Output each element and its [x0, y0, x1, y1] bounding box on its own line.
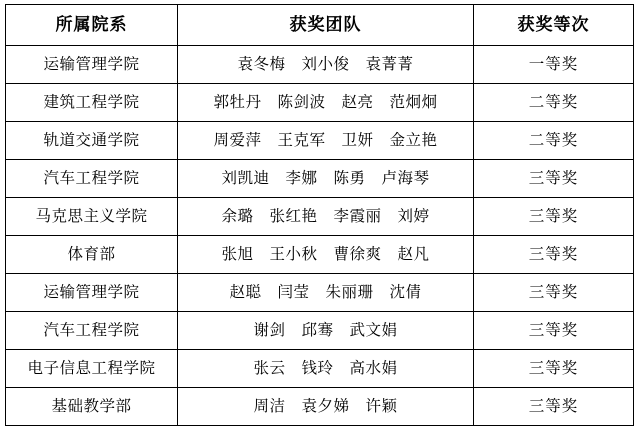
table-row: [6, 350, 634, 388]
cell-level: 三等奖: [474, 198, 634, 236]
table-body: [6, 46, 634, 426]
cell-level: 三等奖: [474, 388, 634, 426]
cell-department: 汽车工程学院: [6, 160, 178, 198]
cell-team: 余璐 张红艳 李霞丽 刘婷: [178, 198, 474, 236]
cell-team: 谢剑 邱骞 武文娟: [178, 312, 474, 350]
cell-department: 建筑工程学院: [6, 84, 178, 122]
table-row: [6, 198, 634, 236]
cell-team: 袁冬梅 刘小俊 袁菁菁: [178, 46, 474, 84]
column-header-level: 获奖等次: [474, 5, 634, 46]
cell-level: 三等奖: [474, 274, 634, 312]
cell-department: 汽车工程学院: [6, 312, 178, 350]
table-row: [6, 274, 634, 312]
cell-level: 三等奖: [474, 160, 634, 198]
cell-department: 轨道交通学院: [6, 122, 178, 160]
table-row: [6, 388, 634, 426]
cell-department: 运输管理学院: [6, 46, 178, 84]
table-row: [6, 122, 634, 160]
table-row: [6, 160, 634, 198]
cell-team: 张旭 王小秋 曹徐爽 赵凡: [178, 236, 474, 274]
cell-department: 运输管理学院: [6, 274, 178, 312]
award-table: [5, 4, 634, 426]
table-row: [6, 46, 634, 84]
cell-department: 基础教学部: [6, 388, 178, 426]
cell-department: 电子信息工程学院: [6, 350, 178, 388]
cell-level: 三等奖: [474, 312, 634, 350]
column-header-team: 获奖团队: [178, 5, 474, 46]
table-row: [6, 312, 634, 350]
cell-level: 一等奖: [474, 46, 634, 84]
cell-team: 周爱萍 王克军 卫妍 金立艳: [178, 122, 474, 160]
cell-team: 周洁 袁夕娣 许颖: [178, 388, 474, 426]
cell-level: 二等奖: [474, 122, 634, 160]
table-header-row: [6, 5, 634, 46]
cell-level: 二等奖: [474, 84, 634, 122]
cell-team: 刘凯迪 李娜 陈勇 卢海琴: [178, 160, 474, 198]
cell-department: 马克思主义学院: [6, 198, 178, 236]
table-row: [6, 236, 634, 274]
cell-team: 张云 钱玲 高水娟: [178, 350, 474, 388]
cell-team: 赵聪 闫莹 朱丽珊 沈倩: [178, 274, 474, 312]
table-header: [6, 5, 634, 46]
table-row: [6, 84, 634, 122]
column-header-department: 所属院系: [6, 5, 178, 46]
cell-department: 体育部: [6, 236, 178, 274]
cell-level: 三等奖: [474, 350, 634, 388]
cell-team: 郭牡丹 陈剑波 赵亮 范炯炯: [178, 84, 474, 122]
cell-level: 三等奖: [474, 236, 634, 274]
